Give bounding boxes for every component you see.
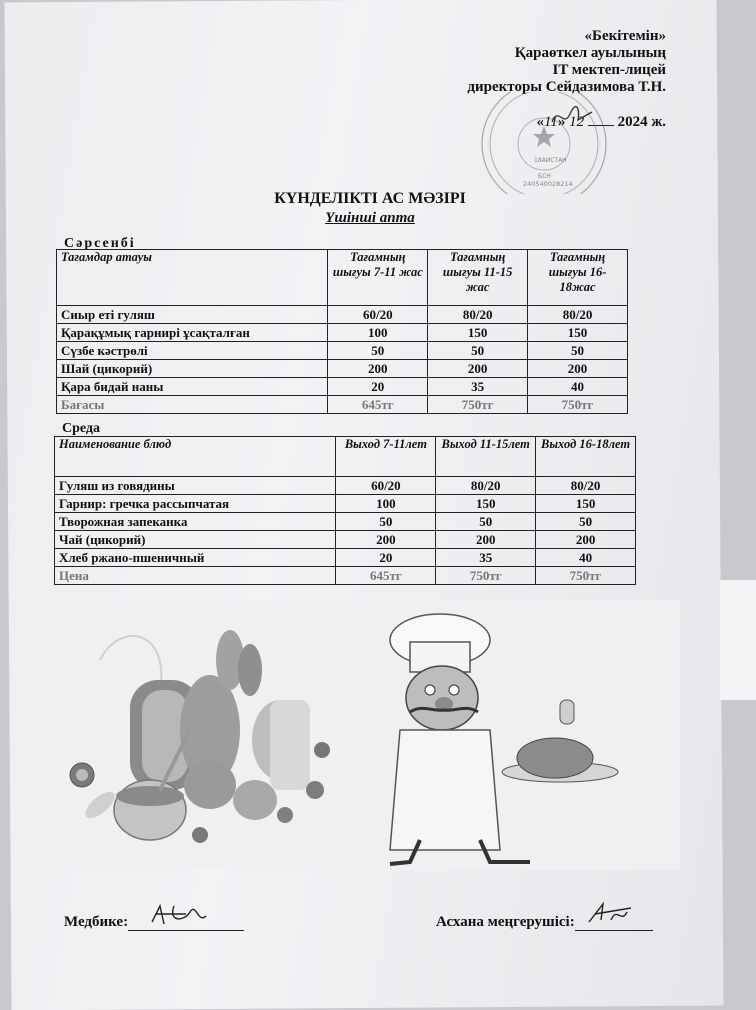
seal-bin-number: 240540028214 <box>523 180 573 188</box>
approval-line: IT мектеп-лицей <box>552 62 666 78</box>
portion-cell: 150 <box>428 324 528 342</box>
portion-cell: 100 <box>328 324 428 342</box>
dish-name: Қара бидай наны <box>57 378 328 396</box>
portion-cell: 60/20 <box>328 306 428 324</box>
column-header: Наименование блюд <box>55 437 336 477</box>
price-row <box>55 567 636 585</box>
price-cell: 645тг <box>328 396 428 414</box>
table-row <box>55 513 636 531</box>
portion-cell: 200 <box>428 360 528 378</box>
portion-cell: 150 <box>536 495 636 513</box>
table-row <box>57 360 628 378</box>
portion-cell: 35 <box>428 378 528 396</box>
portion-cell: 40 <box>528 378 628 396</box>
seal-center-text: 18АЙСТАН <box>534 157 567 164</box>
column-header: Выход 16-18лет <box>536 437 636 477</box>
portion-cell: 80/20 <box>536 477 636 495</box>
portion-cell: 200 <box>328 360 428 378</box>
price-cell: 750тг <box>428 396 528 414</box>
column-header: Тағамның шығуы 16-18жас <box>528 250 628 306</box>
nurse-signature-line <box>64 912 244 931</box>
seal-bin-label: БСН <box>538 173 551 180</box>
paper-edge <box>720 580 756 700</box>
dish-name: Шай (цикорий) <box>57 360 328 378</box>
nurse-label: Медбике: <box>64 914 129 930</box>
portion-cell: 200 <box>536 531 636 549</box>
approval-line: Қараөткел ауылының <box>514 45 666 61</box>
table-header-row <box>55 437 636 477</box>
column-header: Выход 11-15лет <box>436 437 536 477</box>
portion-cell: 200 <box>528 360 628 378</box>
portion-cell: 40 <box>536 549 636 567</box>
kitchen-head-signature <box>575 912 653 931</box>
day-label-kz: Сәрсенбі <box>64 236 136 251</box>
menu-table-ru <box>54 436 636 585</box>
nurse-signature <box>128 912 244 931</box>
table-header-row <box>57 250 628 306</box>
dish-name: Сүзбе кәстрөлі <box>57 342 328 360</box>
menu-subtitle: Үшінші апта <box>325 210 415 226</box>
price-label: Бағасы <box>57 396 328 414</box>
dish-name: Гарнир: гречка рассыпчатая <box>55 495 336 513</box>
nurse-signature-mark <box>146 902 226 928</box>
portion-cell: 80/20 <box>528 306 628 324</box>
price-cell: 750тг <box>528 396 628 414</box>
dish-name: Хлеб ржано-пшеничный <box>55 549 336 567</box>
portion-cell: 50 <box>528 342 628 360</box>
price-cell: 750тг <box>536 567 636 585</box>
table-row <box>55 477 636 495</box>
day-label-ru: Среда <box>62 421 101 436</box>
column-header: Тағамның шығуы 7-11 жас <box>328 250 428 306</box>
menu-title: КҮНДЕЛІКТІ АС МӘЗІРІ <box>274 190 466 207</box>
table-row <box>55 549 636 567</box>
price-cell: 750тг <box>436 567 536 585</box>
price-cell: 645тг <box>336 567 436 585</box>
kitchen-head-signature-line <box>436 912 653 931</box>
table-row <box>55 531 636 549</box>
table-row <box>57 342 628 360</box>
price-row <box>57 396 628 414</box>
portion-cell: 35 <box>436 549 536 567</box>
director-signature <box>548 104 598 130</box>
portion-cell: 100 <box>336 495 436 513</box>
kitchen-head-label: Асхана меңгерушісі: <box>436 914 575 930</box>
portion-cell: 20 <box>328 378 428 396</box>
date-year: 2024 ж. <box>617 114 666 130</box>
table-row <box>57 378 628 396</box>
portion-cell: 150 <box>528 324 628 342</box>
dish-name: Творожная запеканка <box>55 513 336 531</box>
kitchen-head-signature-mark <box>581 900 641 928</box>
portion-cell: 50 <box>328 342 428 360</box>
portion-cell: 50 <box>436 513 536 531</box>
food-and-chef-illustration <box>60 600 680 870</box>
portion-cell: 150 <box>436 495 536 513</box>
date-day: 11 <box>543 114 558 130</box>
column-header: Тағамдар атауы <box>57 250 328 306</box>
dish-name: Чай (цикорий) <box>55 531 336 549</box>
approval-line: «Бекітемін» <box>584 28 666 44</box>
table-row <box>57 306 628 324</box>
date-mid: » <box>557 114 570 130</box>
portion-cell: 200 <box>336 531 436 549</box>
date-month: 12 <box>569 114 585 130</box>
table-row <box>55 495 636 513</box>
menu-table-kz <box>56 249 628 414</box>
dish-name: Қарақұмық гарнирі ұсақталған <box>57 324 328 342</box>
portion-cell: 60/20 <box>336 477 436 495</box>
portion-cell: 50 <box>536 513 636 531</box>
portion-cell: 50 <box>428 342 528 360</box>
column-header: Выход 7-11лет <box>336 437 436 477</box>
portion-cell: 50 <box>336 513 436 531</box>
portion-cell: 80/20 <box>436 477 536 495</box>
portion-cell: 20 <box>336 549 436 567</box>
approval-line: директоры Сейдазимова Т.Н. <box>467 79 666 95</box>
price-label: Цена <box>55 567 336 585</box>
dish-name: Сиыр еті гуляш <box>57 306 328 324</box>
dish-name: Гуляш из говядины <box>55 477 336 495</box>
portion-cell: 80/20 <box>428 306 528 324</box>
column-header: Тағамның шығуы 11-15 жас <box>428 250 528 306</box>
table-row <box>57 324 628 342</box>
portion-cell: 200 <box>436 531 536 549</box>
date-open: « <box>536 114 544 130</box>
